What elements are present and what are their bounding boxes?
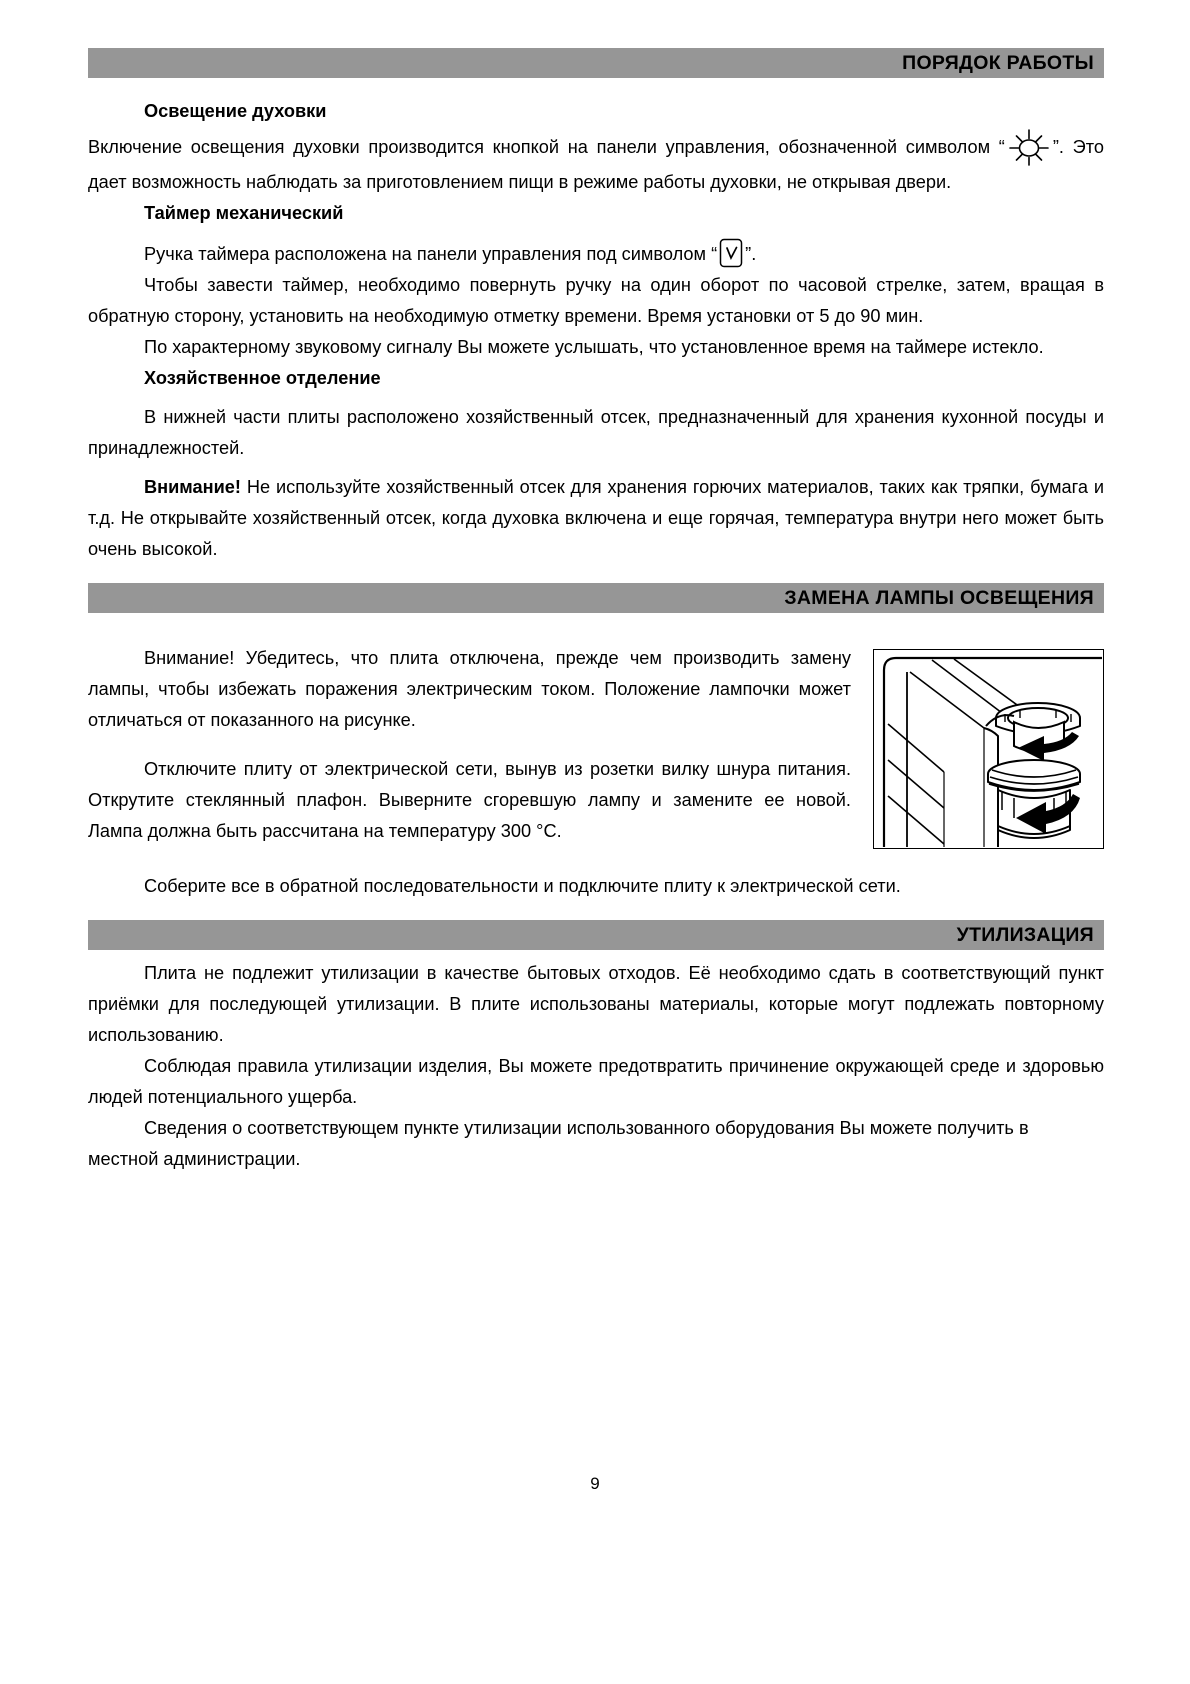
heading-oven-light: Освещение духовки [144,101,327,121]
paragraph-oven-light [88,127,1104,198]
section-banner-lamp-replacement: ЗАМЕНА ЛАМПЫ ОСВЕЩЕНИЯ [88,583,1104,613]
paragraph-lamp-reassemble: Соберите все в обратной последовательности и подключите плиту к электрической сети. [144,876,901,896]
section-banner-operation: ПОРЯДОК РАБОТЫ [88,48,1104,78]
oven-light-text-before: Включение освещения духовки производится кнопкой на панели управления, обозначенной символом “ [88,137,1005,157]
warning-label: Внимание! [144,477,241,497]
paragraph-timer-location [88,237,1104,270]
sun-icon [1006,127,1052,167]
oven-light-text-after: ”. Это дает возможность наблюдать за приготовлением пищи в режиме работы духовки, не открывая двери. [88,137,1104,192]
paragraph-disposal-requirement: Плита не подлежит утилизации в качестве бытовых отходов. Её необходимо сдать в соответствующий пункт приёмки для последующей утилизации. В плите использованы материалы, которые могут подлежать повторному использованию. [88,963,1104,1045]
paragraph-lamp-procedure: Отключите плиту от электрической сети, вынув из розетки вилку шнура питания. Открутите стеклянный плафон. Выверните сгоревшую лампу и замените ее новой. Лампа должна быть рассчитана на температуру 300 °C. [88,759,851,841]
heading-mechanical-timer: Таймер механический [144,203,344,223]
paragraph-timer-winding: Чтобы завести таймер, необходимо повернуть ручку на один оборот по часовой стрелке, затем, вращая в обратную сторону, установить на необходимую отметку времени. Время установки от 5 до 90 мин. [88,275,1104,326]
timer-text-after: ”. [745,244,757,264]
paragraph-disposal-benefit: Соблюдая правила утилизации изделия, Вы можете предотвратить причинение окружающей среде и здоровью людей потенциального ущерба. [88,1056,1104,1107]
paragraph-lamp-warning: Внимание! Убедитесь, что плита отключена, прежде чем производить замену лампы, чтобы избежать поражения электрическим током. Положение лампочки может отличаться от показанного на рисунке. [88,648,851,730]
lamp-section-body [88,643,1104,853]
timer-knob-icon [718,237,744,269]
paragraph-timer-signal: По характерному звуковому сигналу Вы можете услышать, что установленное время на таймере истекло. [144,337,1044,357]
heading-storage-compartment: Хозяйственное отделение [144,368,381,388]
paragraph-storage-warning [88,472,1104,565]
lamp-illustration-wrapper [873,649,1104,849]
page-content [88,48,1104,1175]
page-number: 9 [590,1474,600,1493]
paragraph-storage-description: В нижней части плиты расположено хозяйственный отсек, предназначенный для хранения кухонной посуды и принадлежностей. [88,407,1104,458]
warning-body: Не используйте хозяйственный отсек для хранения горючих материалов, таких как тряпки, бумага и т.д. Не открывайте хозяйственный отсек, когда духовка включена и еще горячая, температура внутри него может быть очень высокой. [88,477,1104,559]
timer-text-before: Ручка таймера расположена на панели управления под символом “ [144,244,718,264]
paragraph-disposal-info: Сведения о соответствующем пункте утилизации использованного оборудования Вы можете получить в местной администрации. [88,1118,1029,1169]
oven-lamp-replacement-diagram [873,649,1104,849]
section-banner-disposal: УТИЛИЗАЦИЯ [88,920,1104,950]
